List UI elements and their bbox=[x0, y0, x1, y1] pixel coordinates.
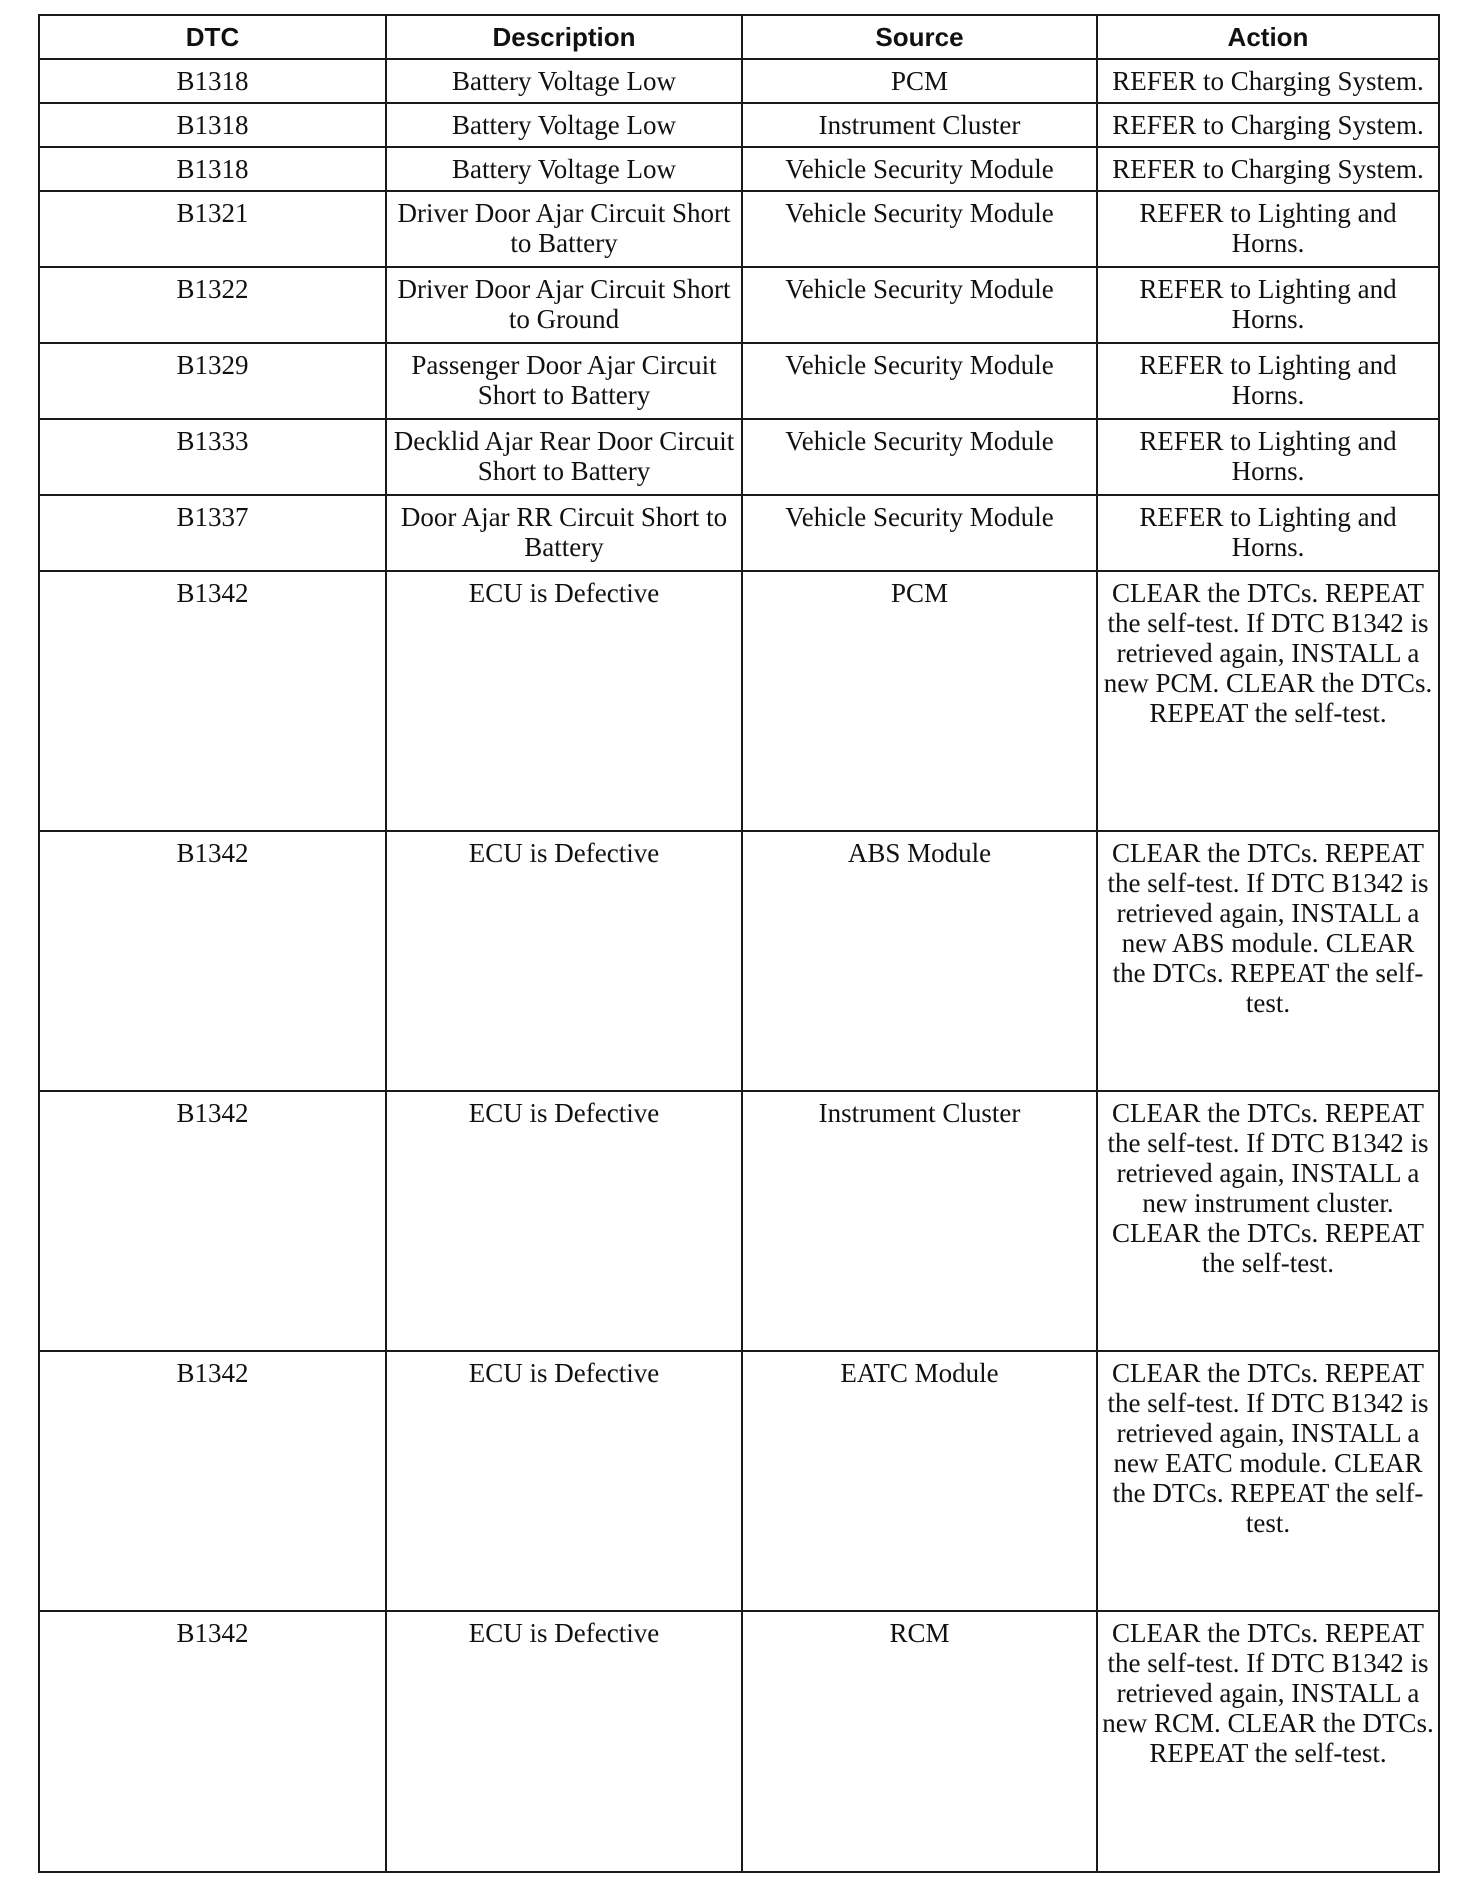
header-description: Description bbox=[386, 15, 742, 59]
source-cell: Instrument Cluster bbox=[742, 103, 1097, 147]
header-row bbox=[39, 15, 1439, 59]
description-cell: Battery Voltage Low bbox=[386, 147, 742, 191]
action-cell: REFER to Lighting and Horns. bbox=[1097, 419, 1439, 495]
dtc-cell: B1322 bbox=[39, 267, 386, 343]
action-cell: CLEAR the DTCs. REPEAT the self-test. If DTC B1342 is retrieved again, INSTALL a new instrument cluster. CLEAR the DTCs. REPEAT the self-test. bbox=[1097, 1091, 1439, 1351]
dtc-cell: B1342 bbox=[39, 831, 386, 1091]
description-cell: ECU is Defective bbox=[386, 571, 742, 831]
action-cell: CLEAR the DTCs. REPEAT the self-test. If DTC B1342 is retrieved again, INSTALL a new ABS module. CLEAR the DTCs. REPEAT the self-test. bbox=[1097, 831, 1439, 1091]
action-cell: REFER to Charging System. bbox=[1097, 147, 1439, 191]
table-row bbox=[39, 59, 1439, 103]
source-cell: EATC Module bbox=[742, 1351, 1097, 1611]
dtc-cell: B1318 bbox=[39, 59, 386, 103]
description-cell: Battery Voltage Low bbox=[386, 103, 742, 147]
source-cell: Instrument Cluster bbox=[742, 1091, 1097, 1351]
description-cell: ECU is Defective bbox=[386, 1351, 742, 1611]
description-cell: Decklid Ajar Rear Door Circuit Short to Battery bbox=[386, 419, 742, 495]
source-cell: Vehicle Security Module bbox=[742, 419, 1097, 495]
action-cell: CLEAR the DTCs. REPEAT the self-test. If DTC B1342 is retrieved again, INSTALL a new RCM. CLEAR the DTCs. REPEAT the self-test. bbox=[1097, 1611, 1439, 1872]
dtc-cell: B1342 bbox=[39, 1091, 386, 1351]
description-cell: ECU is Defective bbox=[386, 1091, 742, 1351]
dtc-cell: B1329 bbox=[39, 343, 386, 419]
description-cell: ECU is Defective bbox=[386, 831, 742, 1091]
dtc-cell: B1342 bbox=[39, 1351, 386, 1611]
source-cell: Vehicle Security Module bbox=[742, 267, 1097, 343]
header-dtc: DTC bbox=[39, 15, 386, 59]
table-row bbox=[39, 495, 1439, 571]
source-cell: PCM bbox=[742, 571, 1097, 831]
source-cell: Vehicle Security Module bbox=[742, 495, 1097, 571]
source-cell: Vehicle Security Module bbox=[742, 343, 1097, 419]
description-cell: Driver Door Ajar Circuit Short to Battery bbox=[386, 191, 742, 267]
dtc-cell: B1333 bbox=[39, 419, 386, 495]
action-cell: REFER to Lighting and Horns. bbox=[1097, 495, 1439, 571]
dtc-cell: B1318 bbox=[39, 103, 386, 147]
table-row bbox=[39, 191, 1439, 267]
table-row bbox=[39, 103, 1439, 147]
action-cell: REFER to Charging System. bbox=[1097, 59, 1439, 103]
description-cell: Door Ajar RR Circuit Short to Battery bbox=[386, 495, 742, 571]
dtc-cell: B1342 bbox=[39, 1611, 386, 1872]
table-row bbox=[39, 1091, 1439, 1351]
source-cell: RCM bbox=[742, 1611, 1097, 1872]
action-cell: REFER to Charging System. bbox=[1097, 103, 1439, 147]
table-row bbox=[39, 267, 1439, 343]
header-source: Source bbox=[742, 15, 1097, 59]
source-cell: Vehicle Security Module bbox=[742, 147, 1097, 191]
table-row bbox=[39, 831, 1439, 1091]
dtc-cell: B1321 bbox=[39, 191, 386, 267]
table-row bbox=[39, 419, 1439, 495]
action-cell: REFER to Lighting and Horns. bbox=[1097, 343, 1439, 419]
header-action: Action bbox=[1097, 15, 1439, 59]
source-cell: PCM bbox=[742, 59, 1097, 103]
dtc-cell: B1342 bbox=[39, 571, 386, 831]
action-cell: CLEAR the DTCs. REPEAT the self-test. If DTC B1342 is retrieved again, INSTALL a new EATC module. CLEAR the DTCs. REPEAT the self-test. bbox=[1097, 1351, 1439, 1611]
description-cell: Passenger Door Ajar Circuit Short to Battery bbox=[386, 343, 742, 419]
description-cell: Battery Voltage Low bbox=[386, 59, 742, 103]
description-cell: Driver Door Ajar Circuit Short to Ground bbox=[386, 267, 742, 343]
description-cell: ECU is Defective bbox=[386, 1611, 742, 1872]
action-cell: CLEAR the DTCs. REPEAT the self-test. If DTC B1342 is retrieved again, INSTALL a new PCM. CLEAR the DTCs. REPEAT the self-test. bbox=[1097, 571, 1439, 831]
source-cell: ABS Module bbox=[742, 831, 1097, 1091]
dtc-cell: B1318 bbox=[39, 147, 386, 191]
table-row bbox=[39, 343, 1439, 419]
dtc-table bbox=[38, 14, 1440, 1873]
source-cell: Vehicle Security Module bbox=[742, 191, 1097, 267]
action-cell: REFER to Lighting and Horns. bbox=[1097, 267, 1439, 343]
action-cell: REFER to Lighting and Horns. bbox=[1097, 191, 1439, 267]
table-row bbox=[39, 1611, 1439, 1872]
table-row bbox=[39, 1351, 1439, 1611]
table-row bbox=[39, 147, 1439, 191]
dtc-cell: B1337 bbox=[39, 495, 386, 571]
table-row bbox=[39, 571, 1439, 831]
